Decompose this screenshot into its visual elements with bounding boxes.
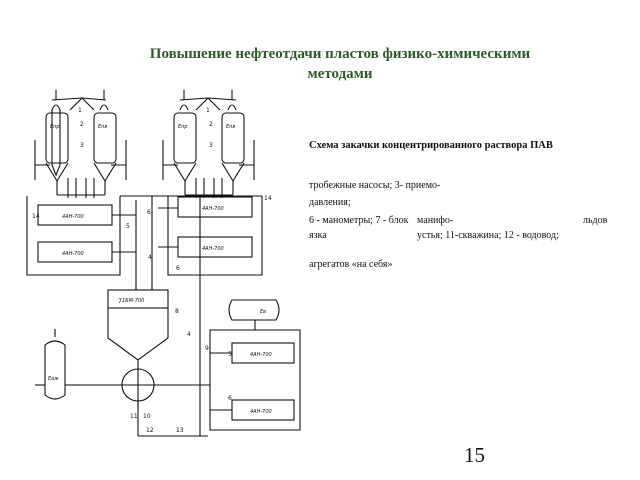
- figure-caption: Схема закачки концентрированного раствора ПАВ: [309, 140, 553, 151]
- callout-5: 5: [126, 223, 130, 230]
- tank-label-4: Епв: [226, 124, 236, 130]
- unit-label-bottom-bottom: 4АН-700: [250, 409, 272, 415]
- legend-line-3c: льдов: [583, 215, 608, 226]
- unit-label-right-top: 4АН-700: [202, 206, 224, 212]
- tank-label-water: Ев: [260, 309, 267, 315]
- callout-6c: 6: [228, 395, 232, 402]
- callout-11: 11: [130, 413, 138, 420]
- tank-label-standalone: Еаж: [48, 376, 59, 382]
- legend-line-4b: устья; 11-скважина; 12 - водовод;: [417, 230, 559, 241]
- callout-1: 1: [78, 107, 82, 114]
- callout-3b: 3: [209, 142, 213, 149]
- tank-label-2: Епв: [98, 124, 108, 130]
- callout-10: 10: [143, 413, 151, 420]
- block-label: 1БМ-700: [122, 298, 145, 304]
- legend-line-5: агрегатов «на себя»: [309, 259, 393, 270]
- legend-line-3b: манифо-: [417, 215, 454, 226]
- callout-8: 8: [175, 308, 179, 315]
- unit-label-left-bottom: 4АН-700: [62, 251, 84, 257]
- legend-line-2: давления;: [309, 197, 351, 208]
- legend-line-4a: язка: [309, 230, 327, 241]
- callout-7: 7: [118, 298, 122, 305]
- title-line-1: Повышение нефтеотдачи пластов физико-химическими: [149, 46, 531, 62]
- callout-5b: 5: [228, 351, 232, 358]
- callout-3: 3: [80, 142, 84, 149]
- tank-label-1: Епр: [50, 124, 60, 130]
- unit-label-bottom-top: 4АН-700: [250, 352, 272, 358]
- callout-2: 2: [80, 121, 84, 128]
- callout-2b: 2: [209, 121, 213, 128]
- callout-4b: 4: [187, 331, 191, 338]
- callout-4: 4: [148, 254, 152, 261]
- callout-14b: 14: [264, 195, 272, 202]
- callout-1b: 1: [206, 107, 210, 114]
- unit-label-right-bottom: 4АН-700: [202, 246, 224, 252]
- title-line-2: методами: [307, 66, 373, 82]
- page-number: 15: [464, 443, 485, 467]
- callout-14: 14: [32, 213, 40, 220]
- callout-9: 9: [205, 345, 209, 352]
- callout-6: 6: [147, 209, 151, 216]
- unit-label-left-top: 4АН-700: [62, 214, 84, 220]
- tank-label-3: Епр: [178, 124, 188, 130]
- callout-6b: 6: [176, 265, 180, 272]
- callout-12: 12: [146, 427, 154, 434]
- legend-line-1: тробежные насосы; 3- приемо-: [309, 180, 441, 191]
- legend-line-3a: 6 - манометры; 7 - блок: [309, 215, 409, 226]
- callout-13: 13: [176, 427, 184, 434]
